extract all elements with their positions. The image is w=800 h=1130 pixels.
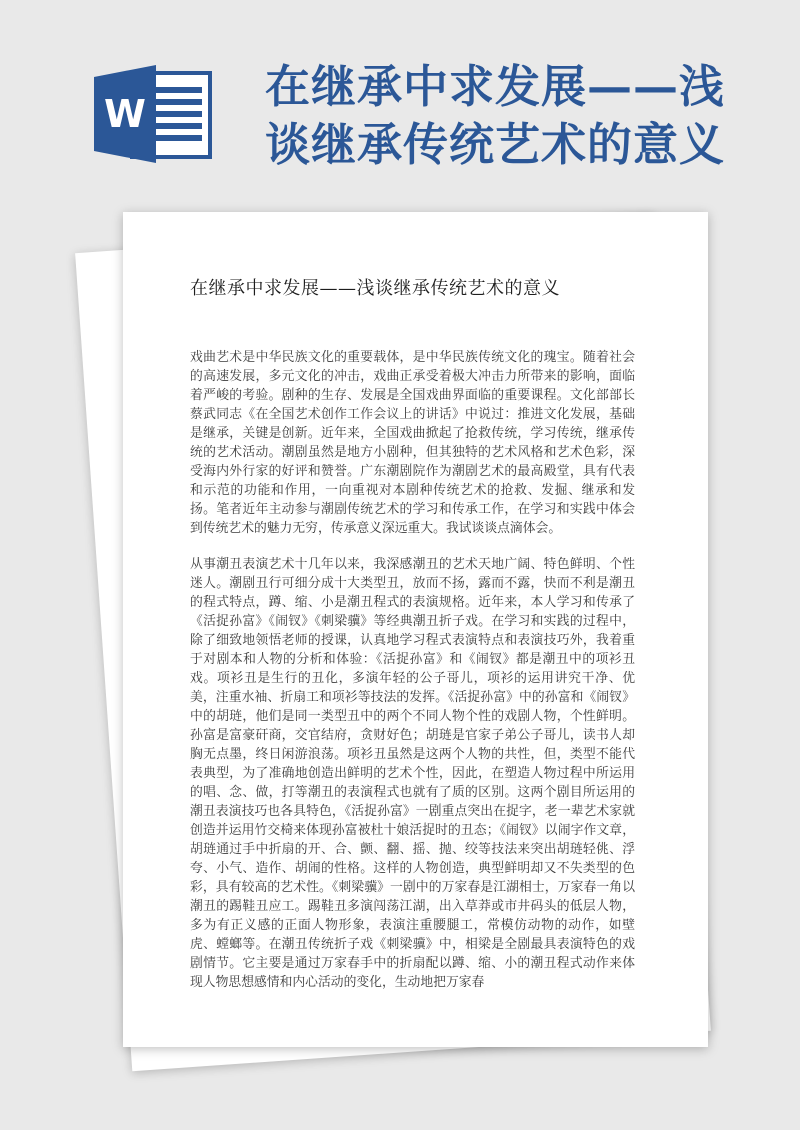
word-document-icon xyxy=(92,63,212,165)
document-title: 在继承中求发展——浅谈继承传统艺术的意义 xyxy=(190,278,560,299)
document-page xyxy=(123,212,708,1047)
paragraph-intro: 戏曲艺术是中华民族文化的重要载体，是中华民族传统文化的瑰宝。随着社会的高速发展，多元文化的冲击，戏曲正承受着极大冲击力所带来的影响，面临着严峻的考验。剧种的生存、发展是全国戏曲界面临的重要课程。文化部部长蔡武同志《在全国艺术创作工作会议上的讲话》中说过：推进文化发展，基础是继承，关键是创新。近年来，全国戏曲掀起了抢救传统，学习传统，继承传统的艺术活动。潮剧虽然是地方小剧种，但其独特的艺术风格和艺术色彩，深受海内外行家的好评和赞誉。广东潮剧院作为潮剧艺术的最高殿堂，具有代表和示范的功能和作用，一向重视对本剧种传统艺术的抢救、发掘、继承和发扬。笔者近年主动参与潮剧传统艺术的学习和传承工作，在学习和实践中体会到传统艺术的魅力无穷，传承意义深远重大。我试谈谈点滴体会。 xyxy=(190,350,635,536)
page-title: 在继承中求发展——浅谈继承传统艺术的意义 xyxy=(265,60,726,171)
word-icon-letter: W xyxy=(104,92,146,136)
paragraph-body: 从事潮丑表演艺术十几年以来，我深感潮丑的艺术天地广阔、特色鲜明、个性迷人。潮剧丑行可细分成十大类型丑，放而不扬，露而不露，快而不利是潮丑的程式特点，蹲、缩、小是潮丑程式的表演规格。近年来，本人学习和传承了《活捉孙富》《闹钗》《刺梁骥》等经典潮丑折子戏。在学习和实践的过程中，除了细致地领悟老师的授课，认真地学习程式表演特点和表演技巧外，我着重于对剧本和人物的分析和体验：《活捉孙富》和《闹钗》都是潮丑中的项衫丑戏。项衫丑是生行的丑化，多演年轻的公子哥儿，项衫的运用讲究干净、优美，注重水袖、折扇工和项衫等技法的发挥。《活捉孙富》中的孙富和《闹钗》中的胡琏，他们是同一类型丑中的两个不同人物个性的戏剧人物，个性鲜明。孙富是富豪矸商，交官结府，贪财好色；胡琏是官家子弟公子哥儿，读书人却胸无点墨，终日闲游浪荡。项衫丑虽然是这两个人物的共性，但，类型不能代表典型，为了准确地创造出鲜明的艺术个性，因此，在塑造人物过程中所运用的唱、念、做，打等潮丑的表演程式也就有了质的区别。这两个剧目所运用的潮丑表演技巧也各具特色，《活捉孙富》一剧重点突出在捉字，老一辈艺术家就创造并运用竹交椅来体现孙富被杜十娘活捉时的丑态；《闹钗》以闹字作文章，胡琏通过手中折扇的开、合、颤、翻、摇、抛、绞等技法来突出胡琏轻佻、浮夸、小气、造作、胡闹的性格。这样的人物创造，典型鲜明却又不失类型的色彩，具有较高的艺术性。《刺梁骥》一剧中的万家春是江湖相士，万家春一角以潮丑的踢鞋丑应工。踢鞋丑多演闯荡江湖，出入草莽或市井码头的低层人物，多为有正义感的正面人物形象，表演注重腰腿工，常模仿动物的动作，如壁虎、螳螂等。在潮丑传统折子戏《刺梁骥》中，相梁是全剧最具表演特色的戏剧情节。它主要是通过万家春手中的折扇配以蹲、缩、小的潮丑程式动作来体现人物思想感情和内心活动的变化，生动地把万家春 xyxy=(190,557,635,990)
